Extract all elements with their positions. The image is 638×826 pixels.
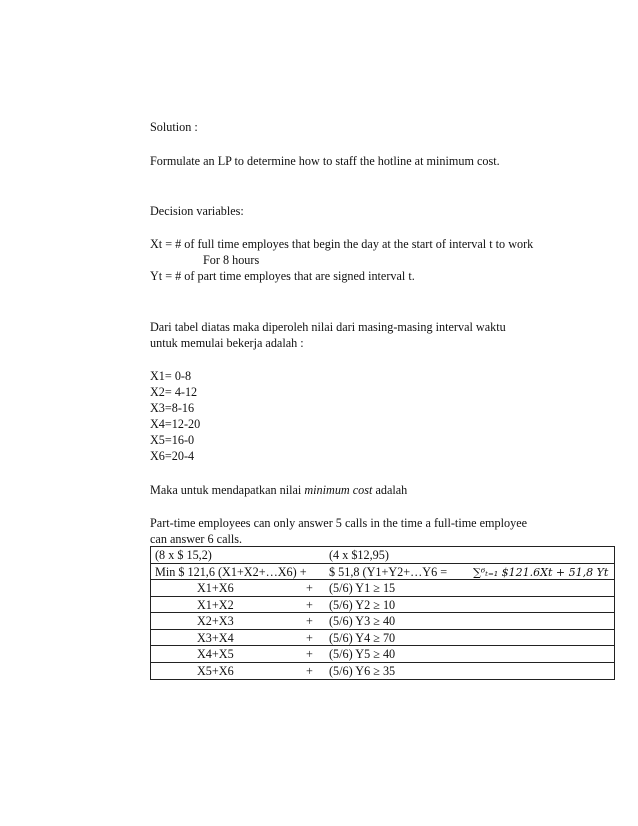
constraint-y: (5/6) Y2 ≥ 10: [329, 597, 396, 612]
constraint-op: +: [306, 614, 313, 628]
header-left-cell: (8 x $ 15,2): [155, 548, 212, 562]
objective-left-cell: Min $ 121,6 (X1+X2+…X6) +: [155, 564, 307, 579]
dari-text-line2: untuk memulai bekerja adalah :: [150, 336, 304, 350]
interval-x5: X5=16-0: [150, 433, 195, 447]
xt-definition: Xt = # of full time employes that begin the day at the start of interval t to work: [150, 237, 534, 251]
constraint-y: (5/6) Y6 ≥ 35: [329, 663, 396, 678]
constraint-y: (5/6) Y1 ≥ 15: [329, 581, 396, 595]
constraint-x: X4+X5: [197, 647, 234, 661]
interval-x6: X6=20-4: [150, 449, 195, 463]
table-row: [151, 597, 614, 614]
table-row: [151, 613, 614, 630]
interval-x4: X4=12-20: [150, 417, 201, 431]
constraint-op: +: [306, 630, 313, 645]
constraint-op: +: [306, 647, 313, 661]
constraint-x: X1+X2: [197, 597, 234, 612]
decision-variables-label: Decision variables:: [150, 204, 244, 218]
part-time-text-line1: Part-time employees can only answer 5 calls in the time a full-time employee: [150, 516, 528, 530]
interval-x2: X2= 4-12: [150, 385, 198, 399]
table-row: [151, 580, 614, 597]
formulate-text: Formulate an LP to determine how to staff the hotline at minimum cost.: [150, 154, 500, 168]
maka-text-pre: Maka untuk mendapatkan nilai: [150, 483, 305, 497]
table-row: [151, 646, 614, 663]
xt-definition-continued: For 8 hours: [203, 253, 260, 267]
table-header-row: [151, 547, 614, 564]
part-time-text-line2: can answer 6 calls.: [150, 532, 243, 546]
maka-text: [150, 483, 407, 498]
objective-math-expression: ∑⁶ₜ₌₁ $121.6Xt + 51,8 Yt: [473, 565, 609, 579]
header-right-cell: (4 x $12,95): [329, 548, 389, 562]
constraint-x: X3+X4: [197, 630, 234, 645]
constraint-y: (5/6) Y5 ≥ 40: [329, 647, 396, 661]
objective-right-cell: $ 51,8 (Y1+Y2+…Y6 =: [329, 564, 448, 579]
yt-definition: Yt = # of part time employes that are signed interval t.: [150, 269, 415, 283]
maka-text-post: adalah: [372, 483, 408, 497]
constraint-op: +: [306, 597, 313, 612]
lp-table: [150, 546, 615, 680]
constraint-x: X5+X6: [197, 663, 234, 678]
interval-x3: X3=8-16: [150, 401, 195, 415]
constraint-op: +: [306, 663, 313, 678]
objective-row: [151, 564, 614, 581]
constraint-op: +: [306, 581, 313, 595]
table-row: [151, 663, 614, 680]
solution-label: Solution :: [150, 120, 198, 134]
dari-text-line1: Dari tabel diatas maka diperoleh nilai dari masing-masing interval waktu: [150, 320, 506, 334]
constraint-y: (5/6) Y4 ≥ 70: [329, 630, 396, 645]
constraint-x: X1+X6: [197, 581, 234, 595]
interval-x1: X1= 0-8: [150, 369, 192, 383]
maka-text-emphasis: minimum cost: [304, 483, 373, 497]
constraint-x: X2+X3: [197, 614, 234, 628]
constraint-y: (5/6) Y3 ≥ 40: [329, 614, 396, 628]
table-row: [151, 630, 614, 647]
